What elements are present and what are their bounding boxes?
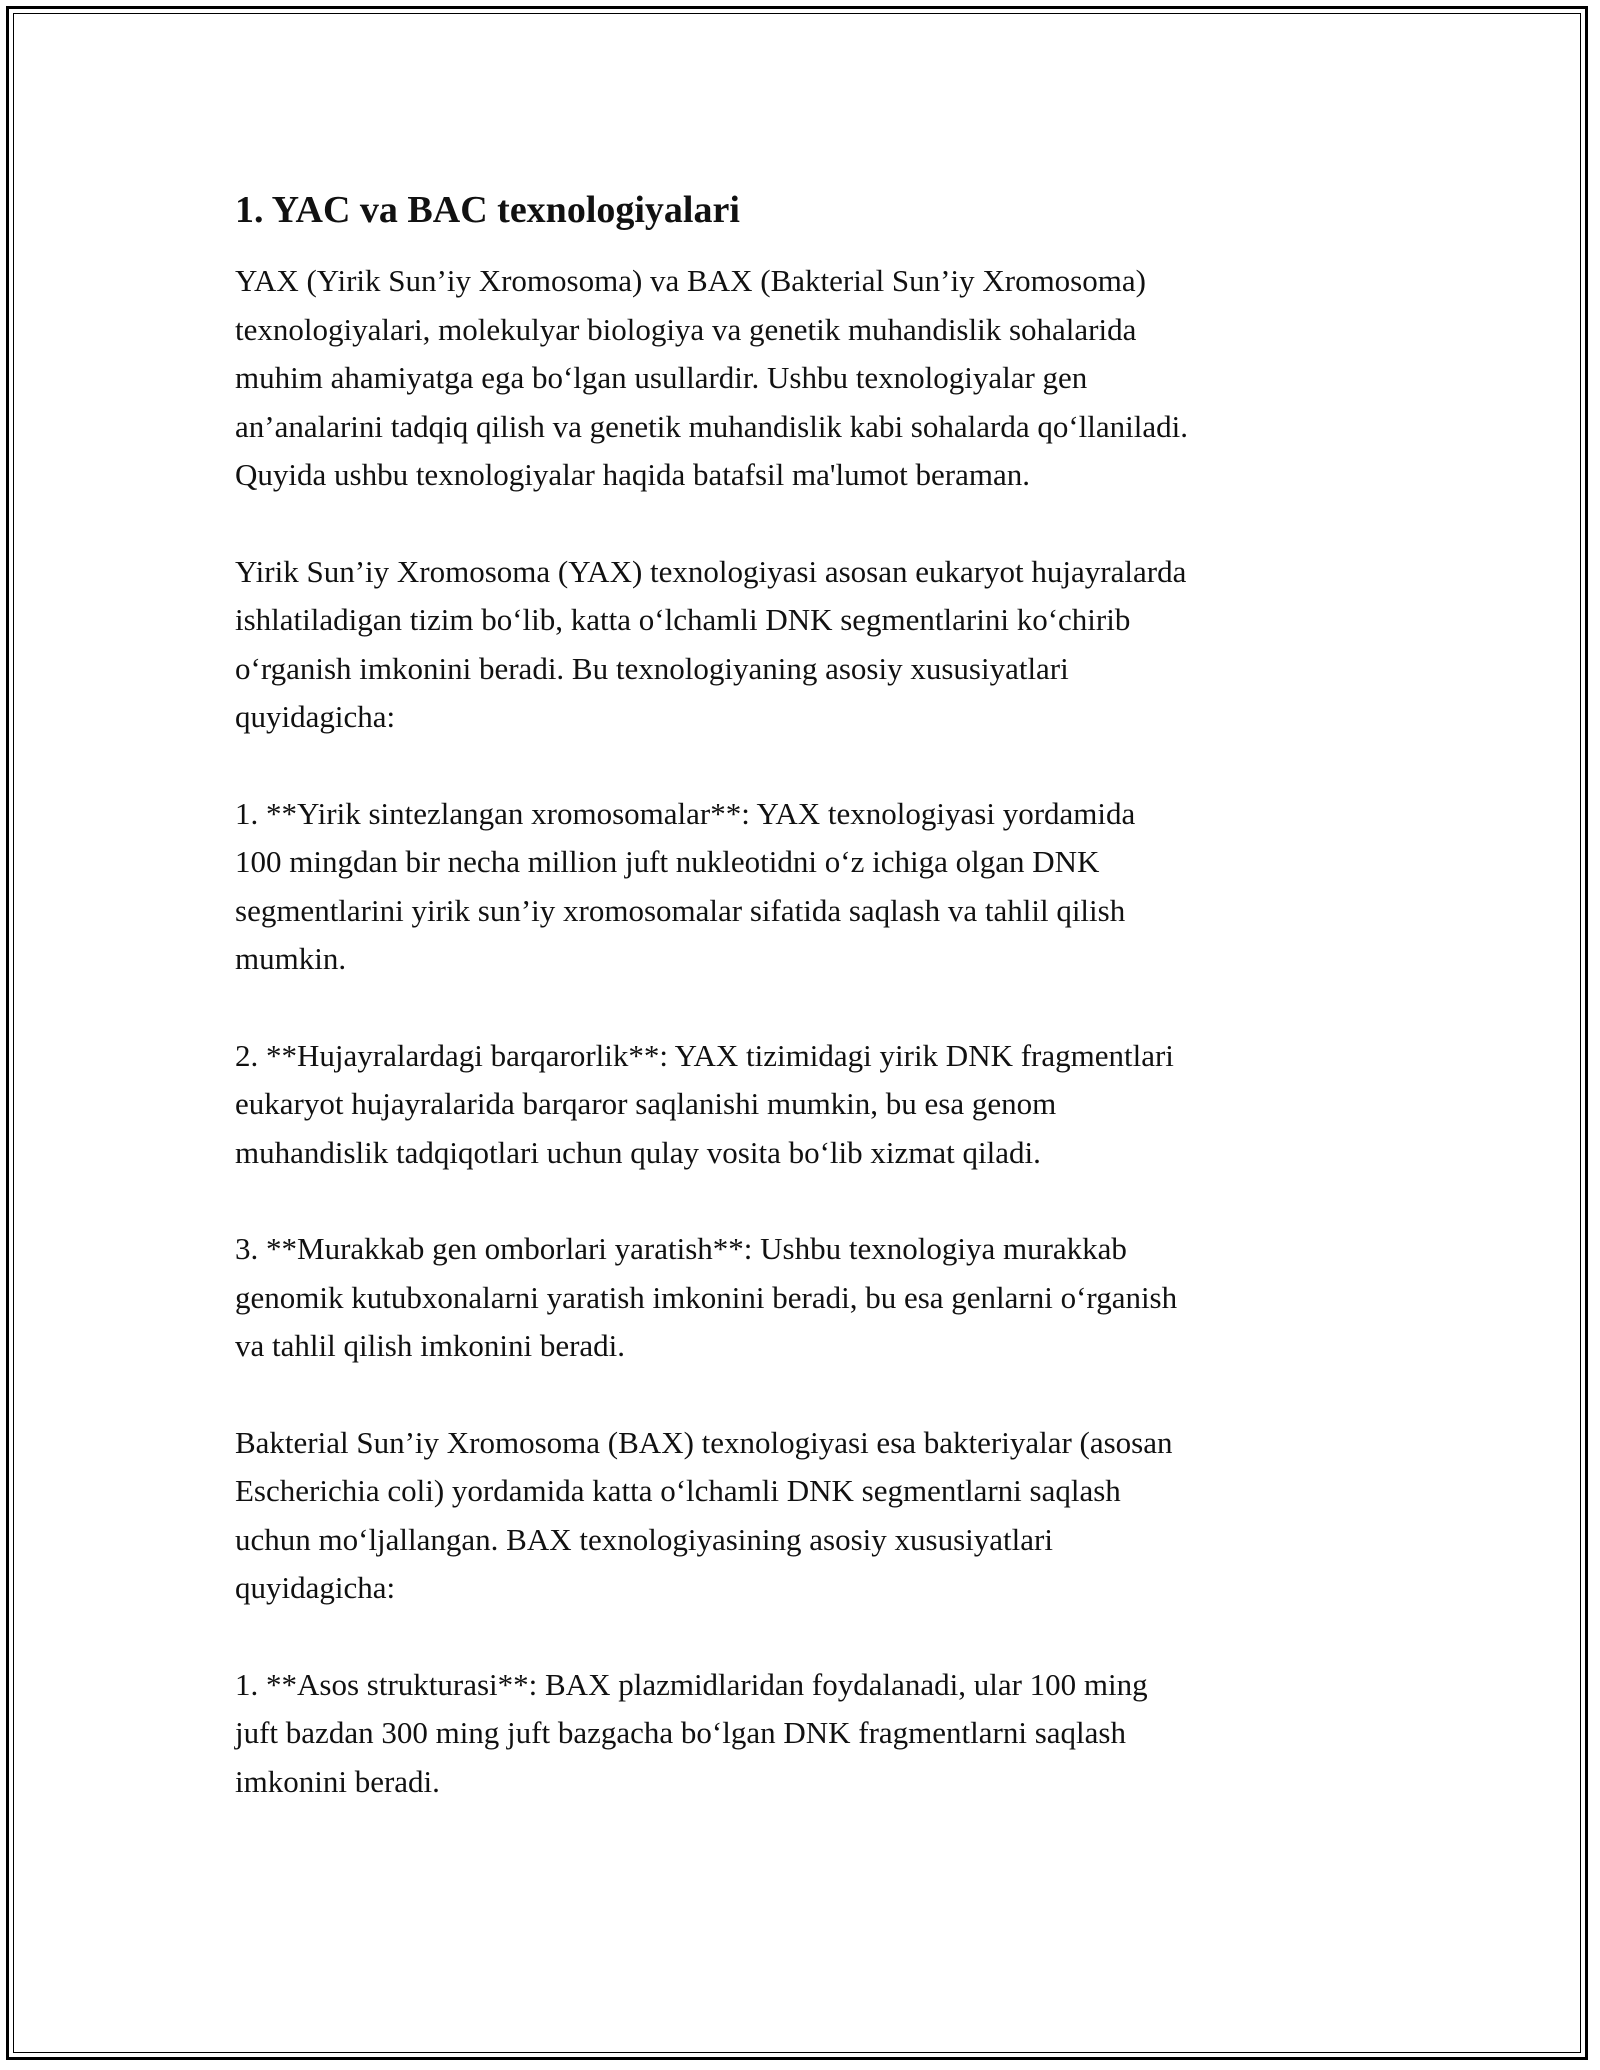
paragraph-yax-intro: Yirik Sun’iy Xromosoma (YAX) texnologiyasi asosan eukaryot hujayralarda ishlatiladigan tizim bo‘lib, katta o‘lchamli DNK segmentlarini ko‘chirib o‘rganish imkonini beradi. Bu texnologiyaning asosiy xususiyatlari quyidagicha: bbox=[235, 553, 1187, 734]
paragraph-intro: YAX (Yirik Sun’iy Xromosoma) va BAX (Bakterial Sun’iy Xromosoma) texnologiyalari, molekulyar biologiya va genetik muhandislik sohalarida muhim ahamiyatga ega bo‘lgan usullardir. Ushbu texnologiyalar gen an’analarini tadqiq qilish va genetik muhandislik kabi sohalarda qo‘llaniladi. Quyida ushbu texnologiyalar haqida batafsil ma'lumot beraman. bbox=[235, 263, 1188, 492]
paragraph-yax-item-1: 1. **Yirik sintezlangan xromosomalar**: YAX texnologiyasi yordamida 100 mingdan bir necha million juft nukleotidni o‘z ichiga olgan DNK segmentlarini yirik sun’iy xromosomalar sifatida saqlash va tahlil qilish mumkin. bbox=[235, 795, 1136, 976]
document-body bbox=[235, 185, 1395, 1854]
paragraph-bax-item-1: 1. **Asos strukturasi**: BAX plazmidlaridan foydalanadi, ular 100 ming juft bazdan 300 ming juft bazgacha bo‘lgan DNK fragmentlarni saqlash imkonini beradi. bbox=[235, 1666, 1148, 1799]
paragraph-yax-item-2: 2. **Hujayralardagi barqarorlik**: YAX tizimidagi yirik DNK fragmentlari eukaryot hujayralarida barqaror saqlanishi mumkin, bu esa genom muhandislik tadqiqotlari uchun qulay vosita bo‘lib xizmat qiladi. bbox=[235, 1037, 1174, 1170]
paragraph-bax-intro: Bakterial Sun’iy Xromosoma (BAX) texnologiyasi esa bakteriyalar (asosan Escherichia coli) yordamida katta o‘lchamli DNK segmentlarni saqlash uchun mo‘ljallangan. BAX texnologiyasining asosiy xususiyatlari quyidagicha: bbox=[235, 1424, 1173, 1605]
paragraph-yax-item-3: 3. **Murakkab gen omborlari yaratish**: Ushbu texnologiya murakkab genomik kutubxonalarni yaratish imkonini beradi, bu esa genlarni o‘rganish va tahlil qilish imkonini beradi. bbox=[235, 1231, 1178, 1363]
document-title: 1. YAC va BAC texnologiyalari bbox=[235, 189, 740, 231]
